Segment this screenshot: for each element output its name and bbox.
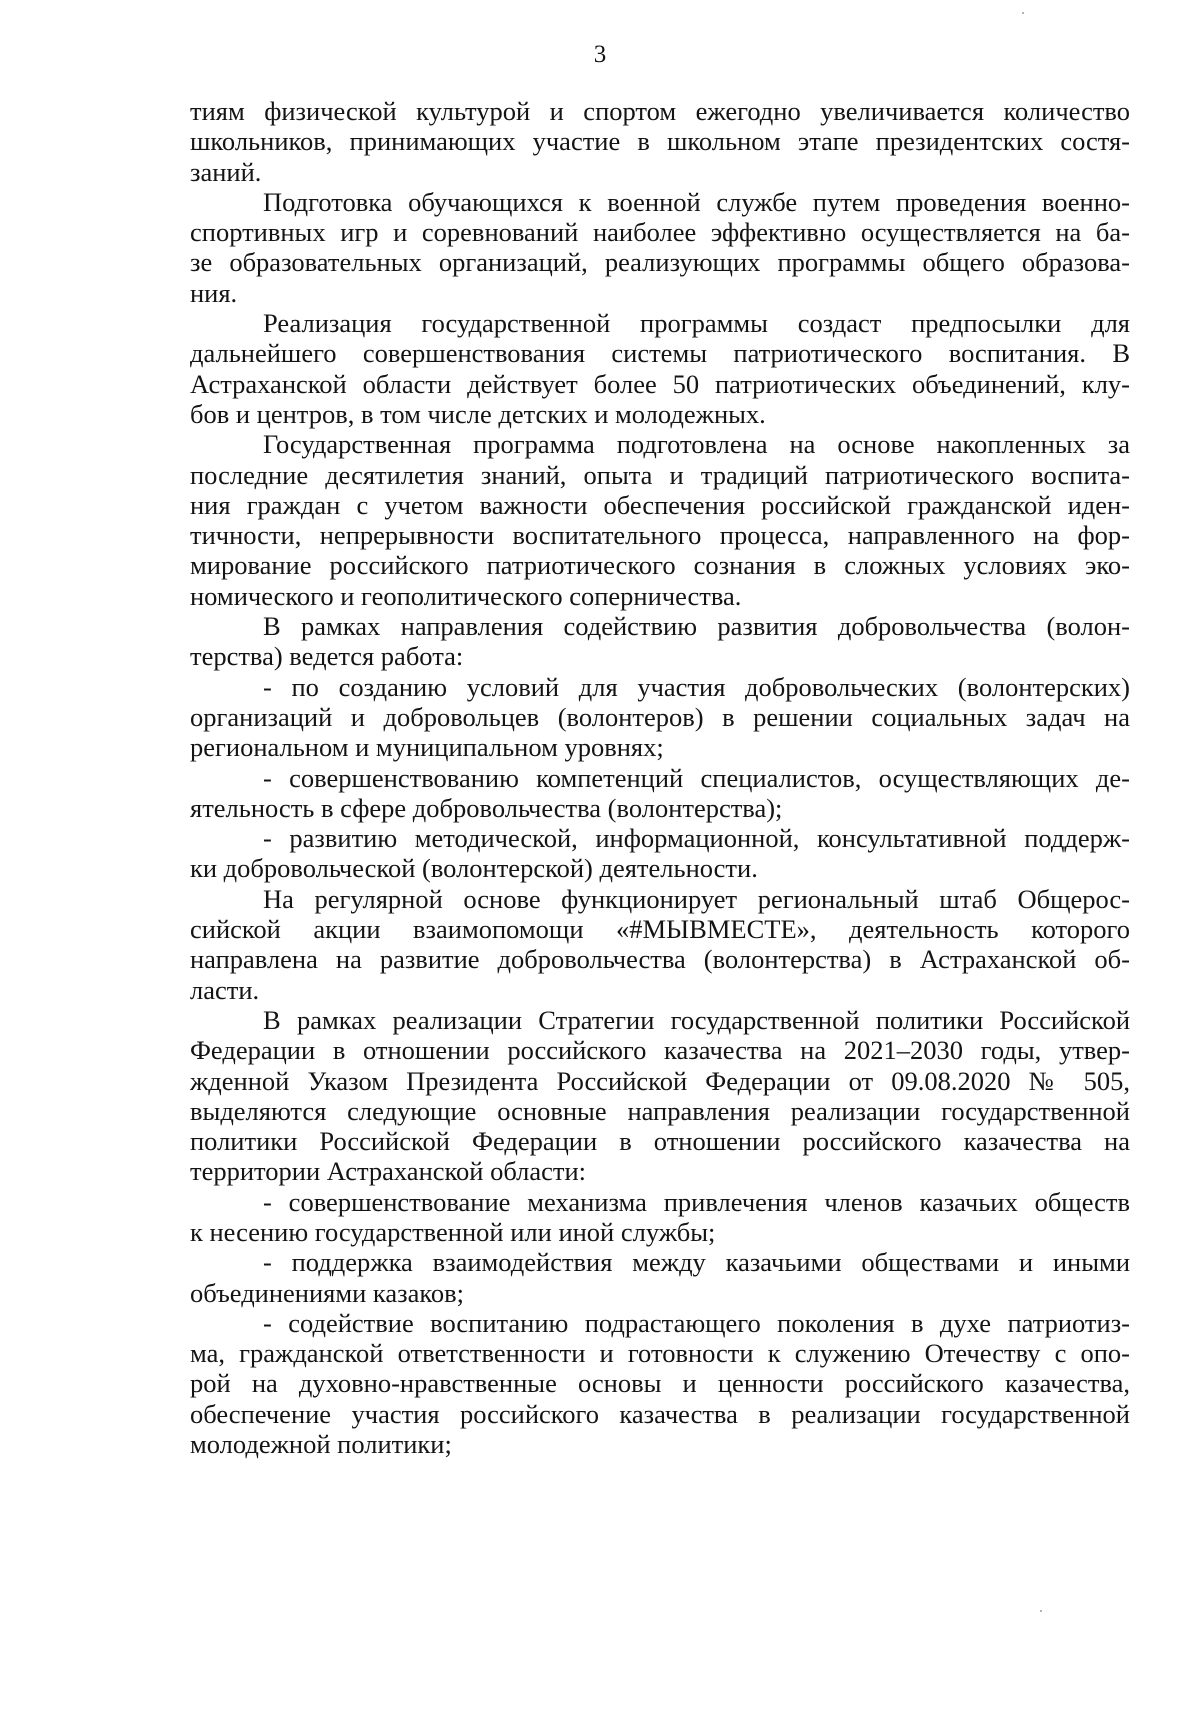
- paragraph-first-line: Реализация государственной программы создаст предпосылки для: [263, 308, 1130, 339]
- text-line: организаций и добровольцев (волонтеров) в решении социальных задач на: [190, 701, 1130, 732]
- text-line: заний.: [190, 156, 262, 187]
- text-line: территории Астраханской области:: [190, 1156, 587, 1187]
- text-line: номического и геополитического соперничества.: [190, 580, 742, 611]
- text-line: терства) ведется работа:: [190, 641, 464, 672]
- text-line: дальнейшего совершенствования системы патриотического воспитания. В: [190, 338, 1130, 369]
- paragraph-first-line: На регулярной основе функционирует региональный штаб Общерос-: [263, 883, 1130, 914]
- text-line: молодежной политики;: [190, 1429, 452, 1460]
- paragraph-first-line: - совершенствованию компетенций специалистов, осуществляющих де-: [263, 762, 1130, 793]
- text-line: ки добровольческой (волонтерской) деятельности.: [190, 853, 758, 884]
- text-line: ласти.: [190, 974, 260, 1005]
- text-line: ятельность в сфере добровольчества (волонтерства);: [190, 792, 783, 823]
- paragraph-first-line: - содействие воспитанию подрастающего поколения в духе патриотиз-: [263, 1307, 1130, 1338]
- text-line: жденной Указом Президента Российской Федерации от 09.08.2020 № 505,: [190, 1065, 1130, 1096]
- paragraph-first-line: - поддержка взаимодействия между казачьими обществами и иными: [263, 1247, 1130, 1278]
- text-line: ма, гражданской ответственности и готовности к служению Отечеству с опо-: [190, 1338, 1130, 1369]
- page-number: 3: [593, 41, 607, 68]
- text-line: ния граждан с учетом важности обеспечения российской гражданской иден-: [190, 489, 1130, 520]
- scan-speck: [1040, 1610, 1042, 1612]
- paragraph-first-line: - по созданию условий для участия добровольческих (волонтерских): [263, 671, 1130, 702]
- paragraph-first-line: - совершенствование механизма привлечения членов казачьих обществ: [263, 1186, 1130, 1217]
- scan-speck: [1022, 12, 1024, 14]
- paragraph-first-line: Государственная программа подготовлена на основе накопленных за: [263, 429, 1130, 460]
- text-line: к несению государственной или иной службы;: [190, 1216, 716, 1247]
- text-line: обеспечение участия российского казачества в реализации государственной: [190, 1398, 1130, 1429]
- text-line: ния.: [190, 277, 238, 308]
- text-line: направлена на развитие добровольчества (волонтерства) в Астраханской об-: [190, 944, 1130, 975]
- text-line: выделяются следующие основные направления реализации государственной: [190, 1095, 1130, 1126]
- text-line: Федерации в отношении российского казачества на 2021–2030 годы, утвер-: [190, 1035, 1130, 1066]
- paragraph-first-line: - развитию методической, информационной, консультативной поддерж-: [263, 823, 1130, 854]
- paragraph-first-line: В рамках реализации Стратегии государственной политики Российской: [263, 1004, 1130, 1035]
- text-line: школьников, принимающих участие в школьном этапе президентских состя-: [190, 126, 1130, 157]
- text-line: мирование российского патриотического сознания в сложных условиях эко-: [190, 550, 1130, 581]
- text-line: тичности, непрерывности воспитательного процесса, направленного на фор-: [190, 520, 1130, 551]
- text-line: тиям физической культурой и спортом ежегодно увеличивается количество: [190, 96, 1130, 126]
- text-line: рой на духовно-нравственные основы и ценности российского казачества,: [190, 1368, 1130, 1399]
- paragraph-first-line: В рамках направления содействию развития добровольчества (волон-: [263, 611, 1130, 642]
- text-line: объединениями казаков;: [190, 1277, 465, 1308]
- text-line: политики Российской Федерации в отношении российского казачества на: [190, 1126, 1130, 1157]
- text-line: региональном и муниципальном уровнях;: [190, 732, 664, 763]
- text-line: сийской акции взаимопомощи «#МЫВМЕСТЕ», деятельность которого: [190, 914, 1130, 945]
- text-line: зе образовательных организаций, реализующих программы общего образова-: [190, 247, 1130, 278]
- document-body: [190, 96, 1130, 1459]
- text-line: последние десятилетия знаний, опыта и традиций патриотического воспита-: [190, 459, 1130, 490]
- text-line: спортивных игр и соревнований наиболее эффективно осуществляется на ба-: [190, 217, 1130, 248]
- paragraph-first-line: Подготовка обучающихся к военной службе путем проведения военно-: [263, 186, 1130, 217]
- text-line: бов и центров, в том числе детских и молодежных.: [190, 398, 766, 429]
- text-line: Астраханской области действует более 50 патриотических объединений, клу-: [190, 368, 1130, 399]
